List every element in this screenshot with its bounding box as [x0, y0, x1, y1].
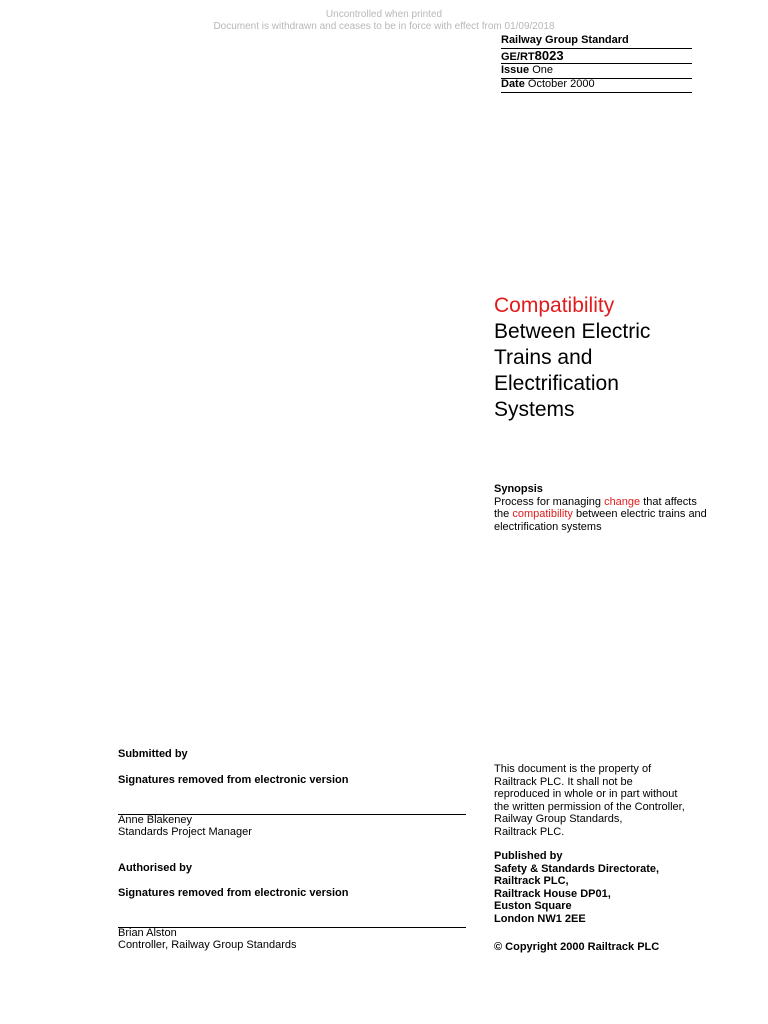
title-line-5: Systems [494, 398, 575, 421]
property-notice [494, 763, 714, 838]
title-line-3: Trains and [494, 346, 593, 369]
date-label: Date [501, 78, 525, 90]
authorised-signature-note: Signatures removed from electronic version [118, 887, 349, 899]
standard-type-row [501, 34, 692, 49]
title-highlight: Compatibility [494, 294, 615, 317]
property-notice-line: the written permission of the Controller, [494, 800, 685, 813]
submitted-name: Anne Blakeney [118, 814, 192, 826]
authorised-role: Controller, Railway Group Standards [118, 939, 297, 951]
copyright-notice: © Copyright 2000 Railtrack PLC [494, 941, 660, 953]
synopsis-text [494, 496, 714, 534]
publisher-line: Safety & Standards Directorate, [494, 862, 660, 875]
synopsis-highlight-compatibility: compatibility [512, 508, 573, 520]
property-notice-line: Railtrack PLC. [494, 825, 565, 838]
synopsis-highlight-change: change [604, 495, 641, 508]
property-notice-line: reproduced in whole or in part without [494, 788, 678, 800]
issue-value: One [532, 64, 553, 76]
published-heading: Published by [494, 850, 563, 862]
doc-prefix: GE/RT [501, 51, 535, 63]
title-line-2: Between Electric [494, 320, 651, 343]
watermark-withdrawn: Document is withdrawn and ceases to be in force with effect from 01/09/2018 [213, 21, 555, 32]
title-line-4: Electrification [494, 372, 619, 395]
property-notice-line: Railtrack PLC. It shall not be [494, 775, 633, 788]
doc-number: 8023 [534, 48, 564, 63]
synopsis-text-1: Process for managing [494, 495, 605, 508]
synopsis [494, 483, 714, 533]
authorised-name: Brian Alston [118, 927, 177, 939]
doc-number-row [501, 49, 692, 64]
authorised-heading: Authorised by [118, 862, 192, 874]
submitted-role: Standards Project Manager [118, 826, 252, 838]
submitted-signature-note: Signatures removed from electronic version [118, 774, 349, 786]
publisher-line: Euston Square [494, 900, 572, 912]
property-notice-line: Railway Group Standards, [494, 813, 623, 825]
synopsis-text-3: between electric trains and electrification systems [494, 508, 707, 533]
publisher-line: Railtrack House DP01, [494, 887, 611, 900]
date-row [501, 78, 692, 93]
publisher-line: London NW1 2EE [494, 912, 586, 925]
issue-row [501, 64, 692, 79]
date-value: October 2000 [527, 78, 595, 90]
publisher-line: Railtrack PLC, [494, 875, 569, 887]
publisher-block [494, 850, 714, 925]
synopsis-text-2: that affects the [494, 495, 697, 520]
standard-type: Railway Group Standard [501, 34, 629, 46]
synopsis-heading: Synopsis [494, 483, 543, 495]
watermark-uncontrolled: Uncontrolled when printed [325, 9, 443, 20]
document-title [494, 293, 754, 423]
issue-label: Issue [501, 64, 530, 76]
property-notice-line: This document is the property of [494, 763, 652, 775]
submitted-heading: Submitted by [118, 748, 188, 760]
